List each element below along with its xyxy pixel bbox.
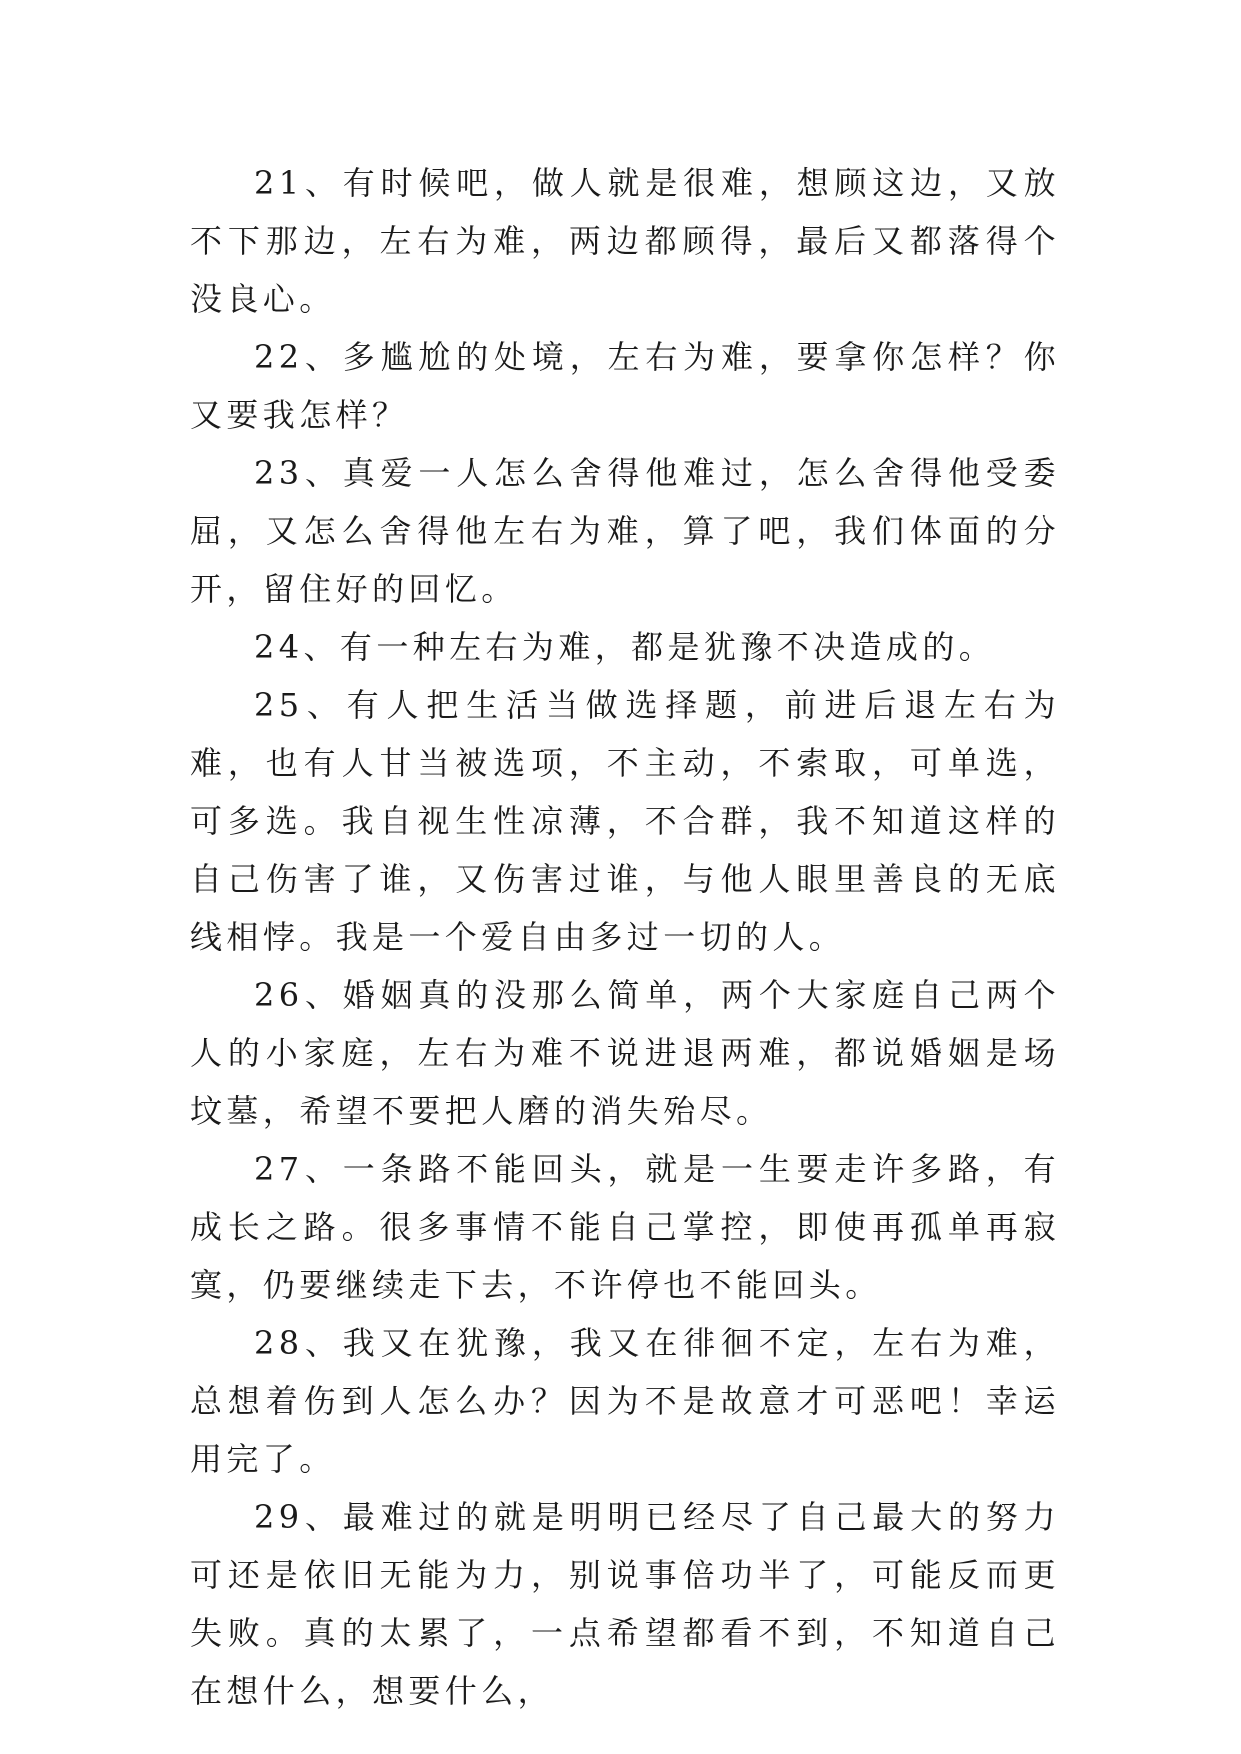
- paragraph-24: 24、有一种左右为难，都是犹豫不决造成的。: [254, 628, 996, 666]
- paragraph-27: 27、一条路不能回头，就是一生要走许多路，有成长之路。很多事情不能自己掌控，即使再孤单再寂寞，仍要继续走下去，不许停也不能回头。: [190, 1150, 1060, 1304]
- paragraph-26: 26、婚姻真的没那么简单，两个大家庭自己两个人的小家庭，左右为难不说进退两难，都说婚姻是场坟墓，希望不要把人磨的消失殆尽。: [190, 976, 1060, 1130]
- paragraph-29: 29、最难过的就是明明已经尽了自己最大的努力可还是依旧无能为力，别说事倍功半了，可能反而更失败。真的太累了，一点希望都看不到，不知道自己在想什么，想要什么，: [190, 1498, 1060, 1710]
- paragraph-21: 21、有时候吧，做人就是很难，想顾这边，又放不下那边，左右为难，两边都顾得，最后又都落得个没良心。: [190, 164, 1060, 318]
- paragraph-23: 23、真爱一人怎么舍得他难过，怎么舍得他受委屈，又怎么舍得他左右为难，算了吧，我们体面的分开，留住好的回忆。: [190, 454, 1060, 608]
- paragraph-25: 25、有人把生活当做选择题，前进后退左右为难，也有人甘当被选项，不主动，不索取，可单选，可多选。我自视生性凉薄，不合群，我不知道这样的自己伤害了谁，又伤害过谁，与他人眼里善良的无底线相悖。我是一个爱自由多过一切的人。: [190, 686, 1060, 956]
- paragraph-28: 28、我又在犹豫，我又在徘徊不定，左右为难，总想着伤到人怎么办？因为不是故意才可恶吧！幸运用完了。: [190, 1324, 1060, 1478]
- paragraph-22: 22、多尴尬的处境，左右为难，要拿你怎样？你又要我怎样？: [190, 338, 1060, 434]
- document-body: [190, 154, 1060, 1720]
